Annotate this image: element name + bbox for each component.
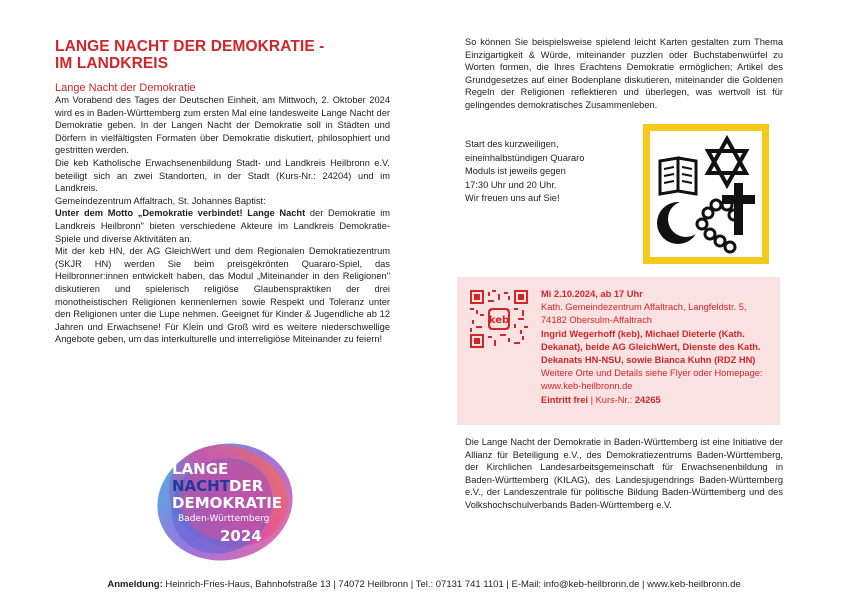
event-location: Kath. Gemeindezentrum Affaltrach, Langfeldstr. 5, 74182 Obersulm-Affaltrach: [541, 302, 747, 326]
logo-line-2a: NACHT: [172, 477, 230, 495]
book-icon: [660, 158, 696, 194]
venue-paragraph: Gemeindezentrum Affaltrach, St. Johannes Baptist:: [55, 195, 266, 206]
logo-line-2b: DER: [229, 477, 264, 495]
footer-label: Anmeldung:: [107, 579, 163, 590]
initiative-paragraph: Die Lange Nacht der Demokratie in Baden-Württemberg ist eine Initiative der Allianz für Beteiligung e.V., des Demokratiezentrums Baden-Württemberg, der Kirchlichen Landesarbeitsgemeinschaft für Erwachsenenbildung in Baden-Württemberg (KILAG), des Landesjugendrings Baden-Württemberg e.V., der Landeszentrale für politische Bildung Baden-Württemberg und des Volkshochschulverbands Baden-Württemberg e.V.: [465, 437, 783, 510]
initiative-paragraph-wrap: [465, 436, 783, 512]
religion-symbols-frame: [643, 124, 769, 264]
logo-line-3: DEMOKRATIE: [172, 494, 283, 512]
event-date: Mi 2.10.2024, ab 17 Uhr: [541, 289, 643, 299]
footer-contact[interactable]: Heinrich-Fries-Haus, Bahnhofstraße 13 | 74072 Heilbronn | Tel.: 07131 741 1101 | E-Mail: info@keb-heilbronn.de | www.keb-heilbronn.de: [162, 579, 741, 590]
left-column: [55, 38, 390, 346]
start-times: [465, 138, 635, 206]
title-line-2: IM LANDKREIS: [55, 55, 169, 72]
star-of-david-icon: [708, 139, 746, 185]
qr-code-icon[interactable]: [470, 290, 528, 348]
start-line: 17:30 Uhr und 20 Uhr.: [465, 179, 557, 190]
qr-label: keb: [488, 315, 510, 327]
logo-line-1: LANGE: [172, 460, 229, 478]
event-logo: [150, 420, 300, 580]
event-people: Ingrid Wegerhoff (keb), Michael Dieterle (Kath. Dekanat), beide AG GleichWert, Dienste des Kath. Dekanats HN-NSU, sowie Bianca Kuhn (RDZ HN): [541, 328, 761, 366]
start-line: eineinhalbstündigen Quararo: [465, 152, 585, 163]
logo-year: 2024: [220, 527, 262, 545]
start-line: Start des kurzweiligen,: [465, 139, 559, 149]
activities-paragraph: So können Sie beispielsweise spielend leicht Karten gestalten zum Thema Einzigartigkeit & Würde, miteinander puzzlen oder Buchstabenwürfel zu Worten formen, die Ihres Erachtens Demokratie ermöglichen; Artikel des Grundgesetzes auf einer Bodenplane diskutieren, miteinander die Goldenen Regeln der Religionen reflektieren und überlegen, was wertvoll ist für gelingendes demokratisches Zusammenleben.: [465, 37, 783, 110]
section-subhead: Lange Nacht der Demokratie: [55, 82, 196, 94]
event-more-info[interactable]: Weitere Orte und Details siehe Flyer oder Homepage: www.keb-heilbronn.de: [541, 368, 763, 392]
religion-symbols-svg: [650, 131, 762, 257]
event-entry-line: [541, 394, 773, 407]
right-column: [465, 36, 783, 112]
logo-line-4: Baden-Württemberg: [178, 514, 270, 524]
entry-free: Eintritt frei: [541, 394, 589, 405]
event-info-text: [541, 288, 773, 407]
intro-paragraph: Am Vorabend des Tages der Deutschen Einheit, am Mittwoch, 2. Oktober 2024 wird es in Baden-Württemberg zum ersten Mal eine landesweite Lange Nacht der Demokratie geben. In der Langen Nacht der Demokratie soll in Städten und Dörfern in vielfältigsten Formaten über Demokratie diskutiert, philosophiert und gestritten werden.: [55, 95, 390, 156]
start-line: Moduls ist jeweils gegen: [465, 166, 566, 176]
motto-bold: Unter dem Motto „Demokratie verbindet! Lange Nacht: [55, 208, 306, 219]
religion-symbols: [650, 131, 762, 257]
quararo-paragraph: Mit der keb HN, der AG GleichWert und dem Regionalen Demokratiezentrum (SKJR HN) werden Sie beim preisgekrönten Quararo-Spiel, das Heilbronner:innen entwickelt haben, das Modul „Miteinander in den Religionen" diskutieren und spielerisch religiöse Glaubenspraktiken der drei monotheistischen Religionen kennenlernen sowie Respekt und Toleranz unter den Religionen unter die Lupe nehmen. Geeignet für Kinder & Jugendliche ab 12 Jahren und Erwachsene! Für Klein und Groß wird es weitere niederschwellige Angebote geben, um das interkulturelle und interreligiöse Miteinander zu feiern!: [55, 246, 390, 345]
start-line: Wir freuen uns auf Sie!: [465, 193, 560, 203]
course-label: | Kurs-Nr.:: [588, 394, 635, 405]
course-number: 24265: [634, 394, 661, 405]
motto-rest: der Demokratie im Landkreis Heilbronn" bieten verschiedene Akteure im Landkreis Demokratie-Spiele und diverse Aktivitäten an.: [55, 208, 390, 244]
prayer-beads-icon: [697, 200, 739, 252]
keb-paragraph: Die keb Katholische Erwachsenenbildung Stadt- und Landkreis Heilbronn e.V. beteiligt sich an zwei Standorten, in der Stadt (Kurs-Nr.: 24204) und im Landkreis.: [55, 157, 390, 194]
title-line-1: LANGE NACHT DER DEMOKRATIE -: [55, 38, 325, 55]
event-info-box: [457, 277, 780, 425]
motto-paragraph: [55, 207, 390, 245]
footer: [0, 579, 848, 590]
page-title: [55, 38, 390, 72]
